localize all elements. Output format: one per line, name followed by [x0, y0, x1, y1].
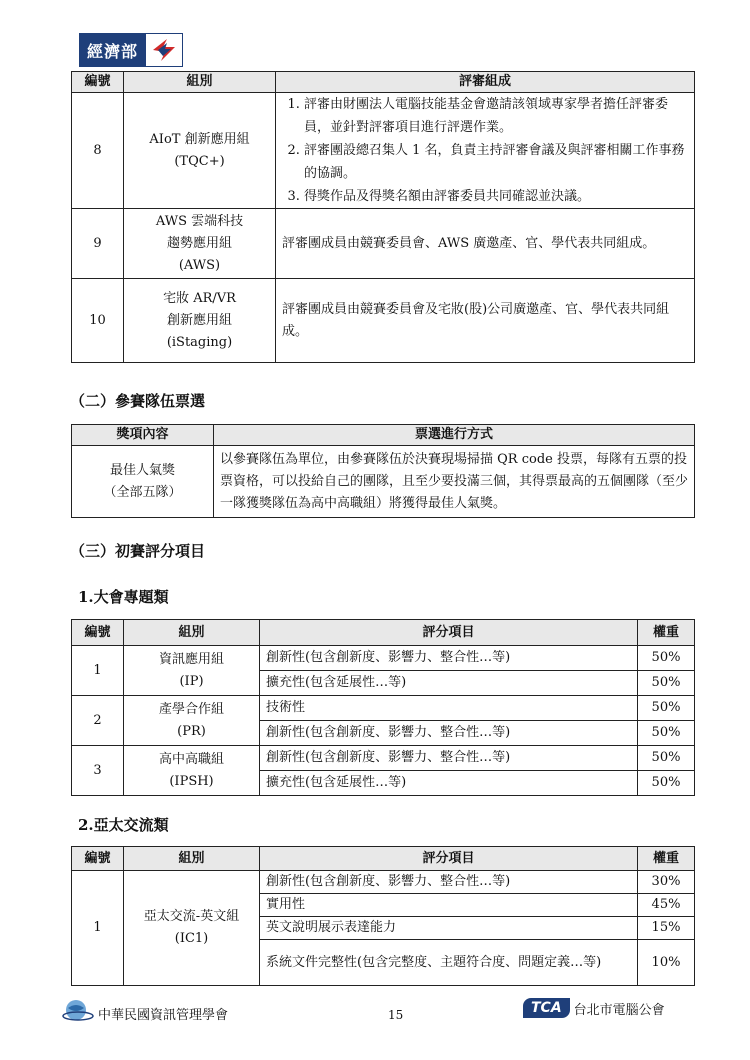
- th-weight: 權重: [638, 620, 695, 646]
- group-name: 亞太交流-英文組: [143, 909, 240, 924]
- th-no: 編號: [72, 847, 124, 871]
- group-code: (IP): [179, 673, 204, 689]
- row-no: 10: [72, 279, 124, 363]
- footer-left-org: 中華民國資訊管理學會: [98, 1007, 229, 1023]
- th-no: 編號: [72, 72, 124, 93]
- score-item: 創新性(包含創新度、影響力、整合性…等): [260, 721, 638, 746]
- subsection-title-asia: 2.亞太交流類: [78, 816, 169, 834]
- th-weight: 權重: [638, 847, 695, 871]
- score-weight: 10%: [638, 940, 695, 986]
- score-weight: 50%: [638, 646, 695, 671]
- score-weight: 50%: [638, 696, 695, 721]
- score-item: 創新性(包含創新度、影響力、整合性…等): [260, 646, 638, 671]
- th-no: 編號: [72, 620, 124, 646]
- th-item: 評分項目: [260, 620, 638, 646]
- score-weight: 50%: [638, 771, 695, 796]
- scoring-table-main: [71, 619, 695, 796]
- group-name: 高中高職組: [158, 751, 224, 767]
- award-cell: [72, 446, 214, 518]
- group-name: 趨勢應用組: [166, 235, 232, 251]
- score-item: 實用性: [260, 894, 638, 917]
- row-judges: [276, 93, 695, 209]
- score-weight: 50%: [638, 746, 695, 771]
- judging-table: [71, 71, 695, 363]
- score-item: 系統文件完整性(包含完整度、主題符合度、問題定義…等): [260, 940, 638, 986]
- row-group: [124, 871, 260, 986]
- page-number: 15: [388, 1008, 404, 1022]
- row-judges: 評審團成員由競賽委員會及宅妝(股)公司廣邀產、官、學代表共同組成。: [276, 279, 695, 363]
- award-name: 最佳人氣獎: [109, 462, 175, 478]
- footer-left: [62, 998, 228, 1028]
- ministry-logo-text: 經濟部: [79, 33, 146, 67]
- ministry-emblem-icon: [146, 33, 183, 67]
- footer-right: [523, 998, 665, 1018]
- th-award: 獎項內容: [72, 425, 214, 446]
- group-code: (IPSH): [169, 773, 214, 789]
- row-no: 3: [72, 746, 124, 796]
- row-no: 8: [72, 93, 124, 209]
- scoring-table-asia: [71, 846, 695, 986]
- score-weight: 50%: [638, 671, 695, 696]
- tca-logo: TCA: [523, 998, 570, 1018]
- group-name: AIoT 創新應用組: [149, 131, 250, 147]
- score-item: 擴充性(包含延展性…等): [260, 771, 638, 796]
- row-no: 1: [72, 646, 124, 696]
- score-item: 創新性(包含創新度、影響力、整合性…等): [260, 746, 638, 771]
- th-method: 票選進行方式: [214, 425, 695, 446]
- row-group: [124, 696, 260, 746]
- score-item: 英文說明展示表達能力: [260, 917, 638, 940]
- row-no: 2: [72, 696, 124, 746]
- row-group: [124, 746, 260, 796]
- judge-rule: 1. 評審由財團法人電腦技能基金會邀請該領域專家學者擔任評審委員，並針對評審項目進行評選作業。: [304, 93, 688, 139]
- score-item: 創新性(包含創新度、影響力、整合性…等): [260, 871, 638, 894]
- score-item: 擴充性(包含延展性…等): [260, 671, 638, 696]
- group-name: AWS 雲端科技: [155, 213, 244, 229]
- row-judges: 評審團成員由競賽委員會、AWS 廣邀產、官、學代表共同組成。: [276, 209, 695, 279]
- score-weight: 15%: [638, 917, 695, 940]
- section-title-vote: （二）參賽隊伍票選: [70, 392, 206, 410]
- row-group: [124, 209, 276, 279]
- award-count: （全部五隊）: [103, 484, 182, 500]
- score-weight: 30%: [638, 871, 695, 894]
- group-name: 資訊應用組: [158, 651, 224, 667]
- ministry-logo: [79, 33, 183, 67]
- th-group: 組別: [124, 72, 276, 93]
- group-code: (TQC+): [174, 153, 225, 169]
- group-name: 產學合作組: [158, 701, 224, 717]
- judge-rule: 3. 得獎作品及得獎名額由評審委員共同確認並決議。: [304, 185, 688, 208]
- score-item: 技術性: [260, 696, 638, 721]
- row-group: [124, 279, 276, 363]
- row-group: [124, 93, 276, 209]
- group-code: (IC1): [174, 931, 209, 946]
- group-code: (PR): [177, 723, 206, 739]
- subsection-title-main: 1.大會專題類: [78, 588, 169, 606]
- section-title-scoring: （三）初賽評分項目: [70, 542, 206, 560]
- th-group: 組別: [124, 847, 260, 871]
- group-code: (AWS): [178, 257, 221, 273]
- row-group: [124, 646, 260, 696]
- row-no: 9: [72, 209, 124, 279]
- score-weight: 45%: [638, 894, 695, 917]
- csim-logo-icon: [62, 998, 94, 1028]
- th-group: 組別: [124, 620, 260, 646]
- group-name: 宅妝 AR/VR: [163, 290, 236, 306]
- group-name: 創新應用組: [166, 312, 232, 328]
- footer-right-org: 台北市電腦公會: [573, 1002, 665, 1018]
- score-weight: 50%: [638, 721, 695, 746]
- row-no: 1: [72, 871, 124, 986]
- th-judges: 評審組成: [276, 72, 695, 93]
- vote-method: 以參賽隊伍為單位，由參賽隊伍於決賽現場掃描 QR code 投票，每隊有五票的投票資格，可以投給自己的團隊，且至少要投滿三個，其得票最高的五個團隊（至少一隊獲獎隊伍為高中高職組）將獲得最佳人氣獎。: [214, 446, 695, 518]
- vote-table: [71, 424, 695, 518]
- judge-rule: 2. 評審團設總召集人 1 名，負責主持評審會議及與評審相關工作事務的協調。: [304, 139, 688, 185]
- group-code: (iStaging): [166, 334, 233, 350]
- th-item: 評分項目: [260, 847, 638, 871]
